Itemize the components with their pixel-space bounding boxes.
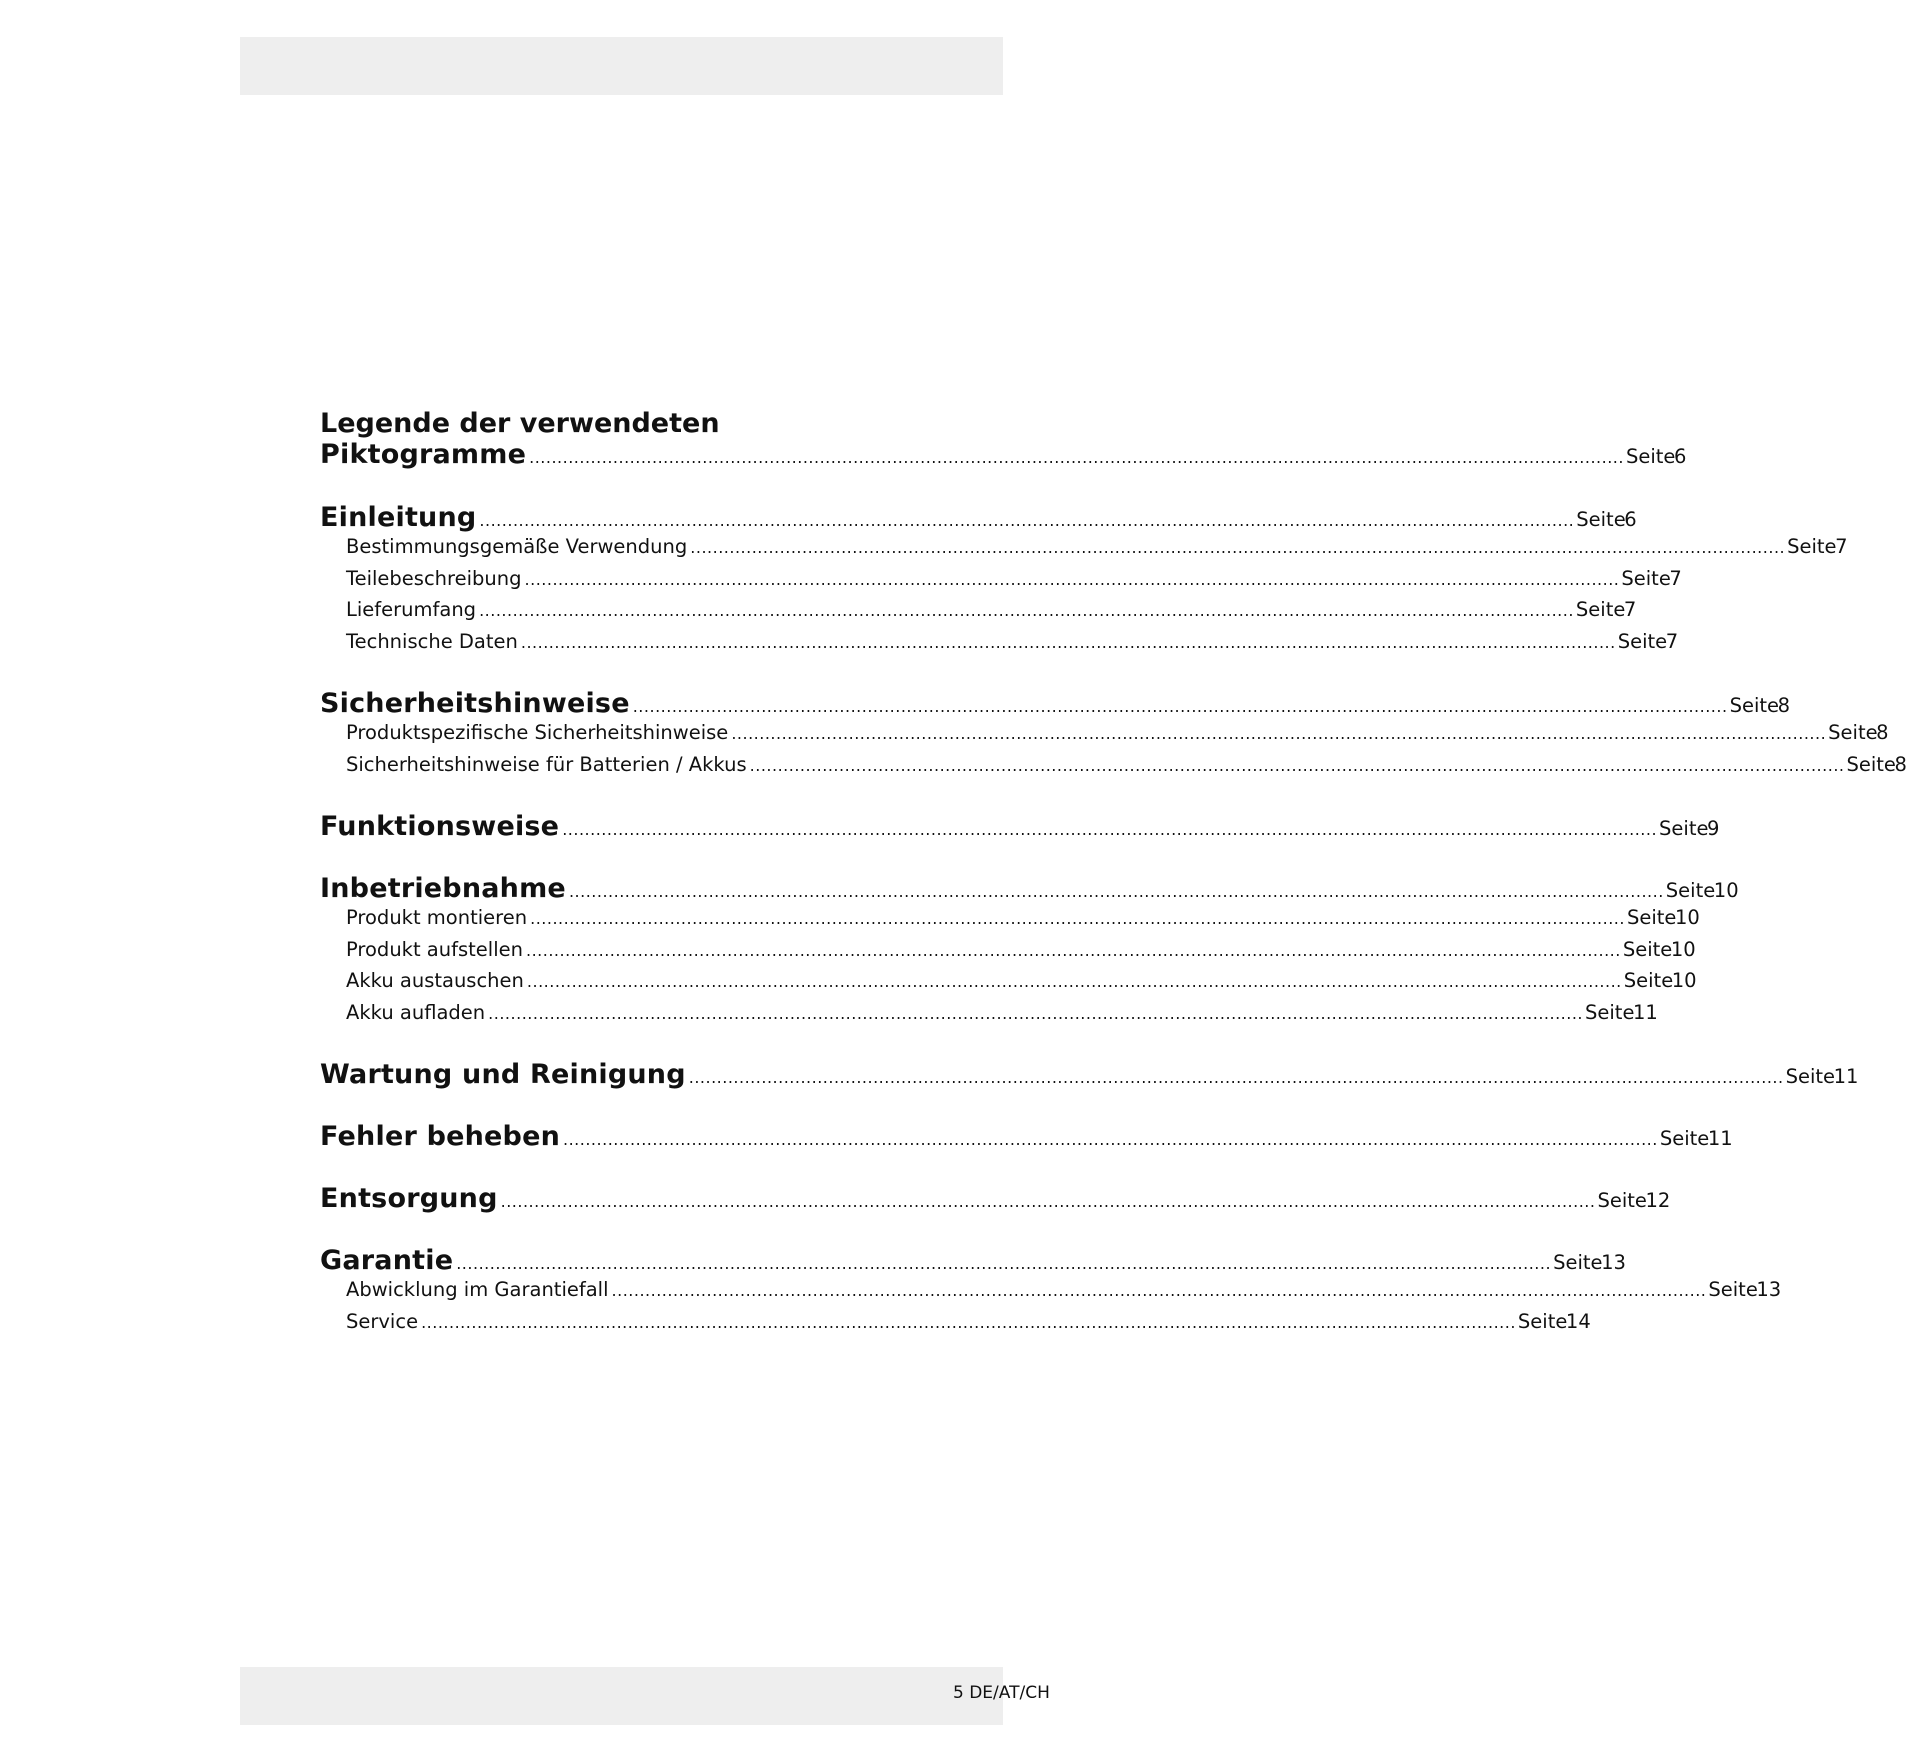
seite-label: Seite: [1597, 1189, 1647, 1212]
leader-dots: [750, 756, 1845, 775]
seite-label: Seite: [1659, 1127, 1710, 1150]
seite-label: Seite: [1729, 694, 1779, 717]
leader-dots: [530, 909, 1625, 928]
seite-label: Seite: [1785, 1065, 1836, 1088]
toc-subentry[interactable]: [320, 906, 1700, 938]
leader-dots: [479, 511, 1574, 530]
toc-entry[interactable]: [320, 1121, 1733, 1154]
seite-label: Seite: [1585, 1000, 1635, 1024]
page-number: 7: [1623, 598, 1637, 621]
toc-subentry-label: Akku aufladen: [346, 1000, 486, 1024]
leader-dots: [421, 1313, 1516, 1332]
toc-section: [320, 811, 1720, 844]
leader-dots: [569, 882, 1664, 901]
toc-subentry[interactable]: [320, 598, 1637, 630]
header-band: [240, 37, 1003, 95]
page-number: 8: [1894, 752, 1907, 776]
page-number: 13: [1756, 1278, 1782, 1301]
toc-subentry-label: Abwicklung im Garantiefall: [346, 1278, 609, 1301]
page-number: 8: [1876, 721, 1889, 744]
toc-entry[interactable]: [320, 873, 1739, 906]
leader-dots: [689, 1068, 1784, 1087]
leader-dots: [562, 820, 1657, 839]
toc-section-title: Entsorgung: [320, 1183, 498, 1214]
page-number: 7: [1665, 629, 1679, 653]
page-number: 12: [1645, 1189, 1671, 1212]
page-number: 6: [1673, 445, 1687, 468]
seite-label: Seite: [1828, 721, 1878, 744]
toc-entry[interactable]: [320, 502, 1637, 535]
seite-label: Seite: [1846, 752, 1896, 776]
seite-label: Seite: [1617, 629, 1668, 653]
toc-subentry[interactable]: [320, 566, 1682, 599]
toc-subentry[interactable]: [320, 721, 1889, 753]
toc-subentry[interactable]: [320, 1278, 1782, 1310]
toc-subentry[interactable]: [320, 969, 1697, 1001]
leader-dots: [525, 570, 1620, 589]
toc-subentry-label: Produktspezifische Sicherheitshinweise: [346, 721, 729, 744]
toc-subentry[interactable]: [320, 937, 1696, 970]
toc-section: [320, 502, 1848, 661]
seite-label: Seite: [1708, 1278, 1758, 1301]
seite-label: Seite: [1553, 1251, 1603, 1274]
toc-subentry[interactable]: [320, 1309, 1591, 1342]
leader-dots: [501, 1192, 1596, 1211]
page-number: 14: [1565, 1309, 1591, 1333]
leader-dots: [456, 1254, 1551, 1273]
toc-subentry-label: Produkt aufstellen: [346, 937, 523, 961]
leader-dots: [488, 1004, 1583, 1023]
toc-subentry-label: Lieferumfang: [346, 598, 477, 621]
toc-entry[interactable]: [320, 811, 1720, 844]
toc-subentry-label: Technische Daten: [346, 629, 518, 653]
page-number: 10: [1674, 906, 1700, 929]
toc-subentry[interactable]: [320, 1000, 1658, 1033]
footer-page-label: 5 DE/AT/CH: [953, 1683, 1050, 1703]
toc-entry[interactable]: [320, 1059, 1859, 1092]
toc-entry[interactable]: [320, 1183, 1671, 1216]
seite-label: Seite: [1626, 906, 1677, 929]
toc-entry[interactable]: [320, 1245, 1626, 1278]
toc-section-title: Inbetriebnahme: [320, 873, 566, 904]
toc-section: [320, 688, 1907, 784]
toc-section-title: Fehler beheben: [320, 1121, 560, 1152]
toc-subentry[interactable]: [320, 535, 1848, 567]
page-number: 10: [1670, 937, 1696, 961]
seite-label: Seite: [1575, 598, 1626, 621]
toc-subentry-label: Bestimmungsgemäße Verwendung: [346, 535, 688, 558]
page-number: 9: [1707, 817, 1720, 840]
toc-section-title: Funktionsweise: [320, 811, 560, 842]
footer-band: [240, 1667, 1050, 1725]
toc-subentry[interactable]: [320, 752, 1907, 785]
toc-section: [320, 1059, 1859, 1092]
page-number: 11: [1833, 1065, 1859, 1088]
toc-section-title-line1: Legende der verwendeten: [320, 408, 720, 439]
leader-dots: [529, 448, 1624, 467]
page-number: 10: [1671, 969, 1697, 992]
page-number: 7: [1835, 535, 1848, 558]
toc-section-title: Einleitung: [320, 502, 477, 533]
toc-section: [320, 1183, 1671, 1216]
toc-subentry-label: Akku austauschen: [346, 969, 524, 992]
leader-dots: [612, 1281, 1707, 1300]
toc-section-title: Wartung und Reinigung: [320, 1059, 686, 1090]
toc-entry[interactable]: [320, 688, 1790, 721]
toc-entry[interactable]: [320, 439, 1687, 472]
seite-label: Seite: [1659, 817, 1709, 840]
seite-label: Seite: [1623, 969, 1674, 992]
page-number: 11: [1633, 1000, 1658, 1024]
toc-subentry-label: Sicherheitshinweise für Batterien / Akkus: [346, 752, 747, 776]
toc-subentry[interactable]: [320, 629, 1679, 662]
leader-dots: [633, 697, 1728, 716]
seite-label: Seite: [1625, 445, 1676, 468]
page-number: 6: [1624, 508, 1637, 531]
toc-subentry-label: Service: [346, 1309, 419, 1333]
toc-subentry-label: Teilebeschreibung: [346, 566, 522, 590]
toc-section: [320, 408, 1687, 472]
leader-dots: [563, 1130, 1658, 1149]
table-of-contents: [320, 408, 1907, 1341]
toc-section: [320, 1245, 1782, 1341]
leader-dots: [521, 633, 1616, 652]
page-number: 11: [1707, 1127, 1733, 1150]
leader-dots: [690, 538, 1785, 557]
page-number: 8: [1777, 694, 1790, 717]
toc-section: [320, 1121, 1733, 1154]
leader-dots: [731, 724, 1826, 743]
leader-dots: [527, 972, 1622, 991]
seite-label: Seite: [1576, 508, 1626, 531]
page-number: 10: [1713, 879, 1739, 902]
seite-label: Seite: [1621, 566, 1671, 590]
page-number: 13: [1601, 1251, 1626, 1274]
toc-section-title: Piktogramme: [320, 439, 527, 470]
page-number: 7: [1669, 566, 1682, 590]
toc-section-title: Garantie: [320, 1245, 454, 1276]
seite-label: Seite: [1787, 535, 1837, 558]
toc-section: [320, 873, 1739, 1032]
toc-section-title: Sicherheitshinweise: [320, 688, 630, 719]
leader-dots: [526, 941, 1621, 960]
toc-subentry-label: Produkt montieren: [346, 906, 528, 929]
seite-label: Seite: [1665, 879, 1716, 902]
seite-label: Seite: [1517, 1309, 1568, 1333]
leader-dots: [479, 601, 1574, 620]
seite-label: Seite: [1622, 937, 1673, 961]
